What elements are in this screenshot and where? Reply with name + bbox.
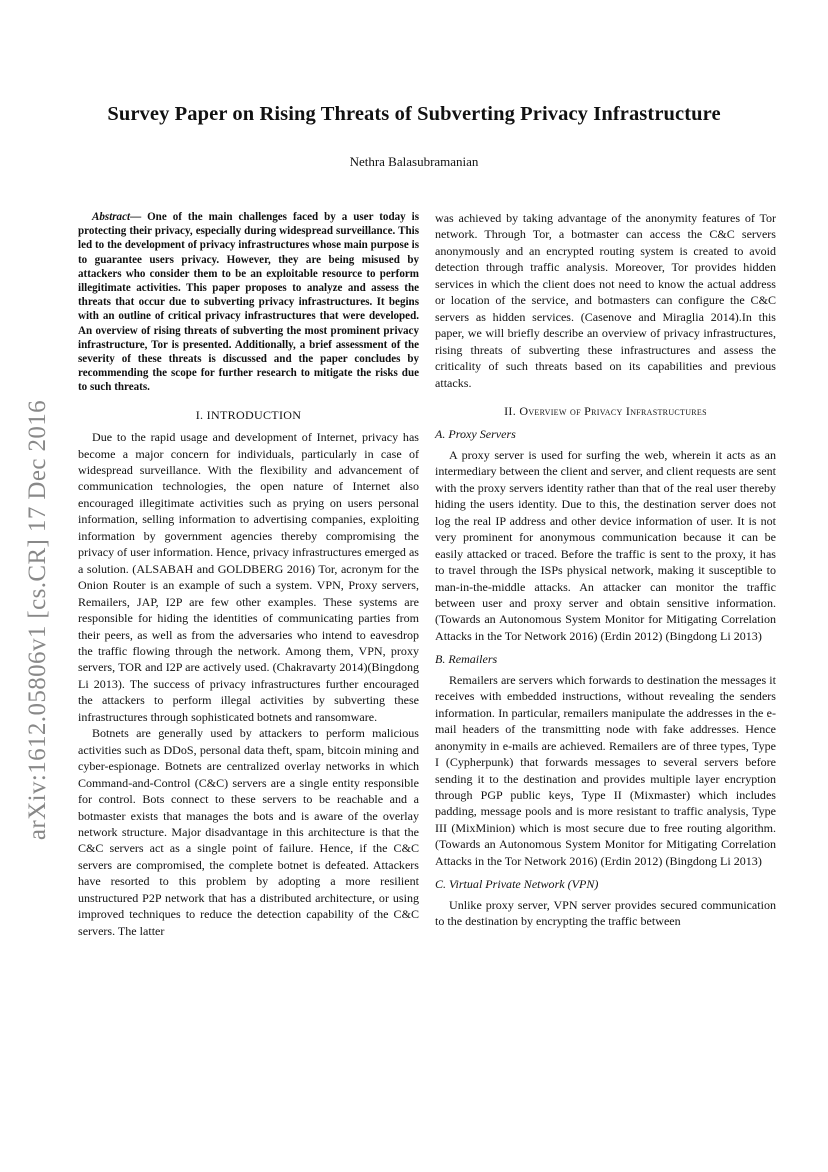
paper-title: Survey Paper on Rising Threats of Subverting Privacy Infrastructure xyxy=(107,103,721,125)
arxiv-identifier: arXiv:1612.05806v1 [cs.CR] 17 Dec 2016 xyxy=(24,399,51,841)
vpn-paragraph: Unlike proxy server, VPN server provides secured communication to the destination by encrypting the traffic between xyxy=(435,897,776,929)
subsection-heading-remailers: B. Remailers xyxy=(435,652,498,667)
left-column xyxy=(78,210,419,939)
proxy-paragraph: A proxy server is used for surfing the web, wherein it acts as an intermediary between the client and server, and client requests are sent with the proxy servers identity rather than that of the real user thereby hiding the users identity. Due to this, the destination server does not log the real IP address and other device information of user. It is not very prominent for anonymous communication because it can be easily attacked or traced. Before the traffic is sent to the proxy, it has to travel through the ISPs physical network, making it susceptible to man-in-the-middle attacks. An attacker can monitor the traffic between user and proxy server and obtain sensitive information. (Towards an Autonomous System Monitor for Mitigating Correlation Attacks in the Tor Network 2016) (Erdin 2012) (Bingdong Li 2013) xyxy=(435,447,776,643)
intro-paragraph-1: Due to the rapid usage and development of Internet, privacy has become a major concern for individuals, particularly in case of widespread surveillance. With the flexibility and advancement of communication technologies, the open nature of Internet also encouraged illegitimate activities such as prying on users personal information, selling information to advertising companies, exploiting information by government agencies thereby compromising the privacy of user information. Hence, privacy infrastructures emerged as a solution. (ALSABAH and GOLDBERG 2016) Tor, acronym for the Onion Router is an example of such a system. VPN, Proxy servers, Remailers, JAP, I2P are few other examples. These systems are responsible for hiding the identities of communicating parties from their peers, as well as from the adversaries who intend to eavesdrop the traffic flowing through the network. Among them, VPN, proxy servers, TOR and I2P are actively used. (Chakravarty 2014)(Bingdong Li 2013). The success of privacy infrastructures further encouraged the attackers to perform illegal activities by subverting these infrastructures through sophisticated botnets and ransomware. xyxy=(78,430,419,724)
intro-paragraph-continued: was achieved by taking advantage of the anonymity features of Tor network. Through Tor, a botmaster can access the C&C servers anonymously and an encrypted routing system is created to avoid detection through traffic analysis. Moreover, Tor provides hidden services in which the client does not need to know the actual address or location of the service, and botmasters can configure the C&C servers as hidden services. (Casenove and Miraglia 2014).In this paper, we will briefly describe an overview of privacy infrastructures, rising threats of subverting these infrastructures and assess the criticality of such threats based on its capabilities and previous attacks. xyxy=(435,211,776,390)
section-heading-introduction: I. INTRODUCTION xyxy=(195,407,302,422)
abstract-label: Abstract xyxy=(92,211,131,223)
subsection-heading-vpn: C. Virtual Private Network (VPN) xyxy=(435,877,599,892)
remailers-paragraph: Remailers are servers which forwards to destination the messages it receives with embedded instructions, without revealing the senders information. In particular, remailers manipulate the addresses in the e-mail headers of the transmitting node with fake addresses. Hence anonymity in e-mails are achieved. Remailers are of three types, Type I (Cypherpunk) that forwards messages to several servers before sending it to the destination and provides multiple layer encryption through PGP public keys, Type II (Mixmaster) which includes padding, message pools and is more resistant to traffic analysis, Type III (MixMinion) which is most secure due to free routing algorithm. (Towards an Autonomous System Monitor for Mitigating Correlation Attacks in the Tor Network 2016) (Erdin 2012) (Bingdong Li 2013) xyxy=(435,672,776,868)
abstract-text: One of the main challenges faced by a user today is protecting their privacy, especially during widespread surveillance. This led to the development of privacy infrastructures whose main purpose is to guarantee users privacy. However, they are being misused by attackers who consider them to be an exploitable resource to perform illegitimate activities. This paper proposes to analyze and assess the threats that occur due to subverting privacy infrastructures. It begins with an outline of critical privacy infrastructures that were developed. An overview of rising threats of subverting the most prominent privacy infrastructure, Tor is presented. Additionally, a brief assessment of the severity of these threats is discussed and the paper concludes by recommending the scope for further research to mitigate the risks due to such threats. xyxy=(78,211,419,394)
intro-paragraph-2: Botnets are generally used by attackers to perform malicious activities such as DDoS, personal data theft, spam, bitcoin mining and cyber-espionage. Botnets are centralized overlay networks in which Command-and-Control (C&C) servers are a single entity responsible for control. Bots connect to these servers to be reachable and a botmaster exists that manages the bots and is aware of the overlay network structure. Major disadvantage in this architecture is that the C&C servers act as a single point of failure. Hence, if the C&C servers are compromised, the complete botnet is defeated. Attackers have resorted to this problem by adopting a more resilient unstructured P2P network that has a distributed architecture, or using improved techniques to reduce the detection capability of the C&C servers. The latter xyxy=(78,726,419,938)
right-column xyxy=(435,210,776,930)
subsection-heading-proxy: A. Proxy Servers xyxy=(435,427,516,442)
arxiv-side-stamp xyxy=(18,330,58,910)
abstract xyxy=(78,210,419,395)
abstract-dash: — xyxy=(130,211,148,223)
author-name: Nethra Balasubramanian xyxy=(349,154,479,169)
section-heading-overview xyxy=(435,403,776,419)
section-number: II. xyxy=(504,403,520,418)
section-title: Overview of Privacy Infrastructures xyxy=(519,403,707,418)
